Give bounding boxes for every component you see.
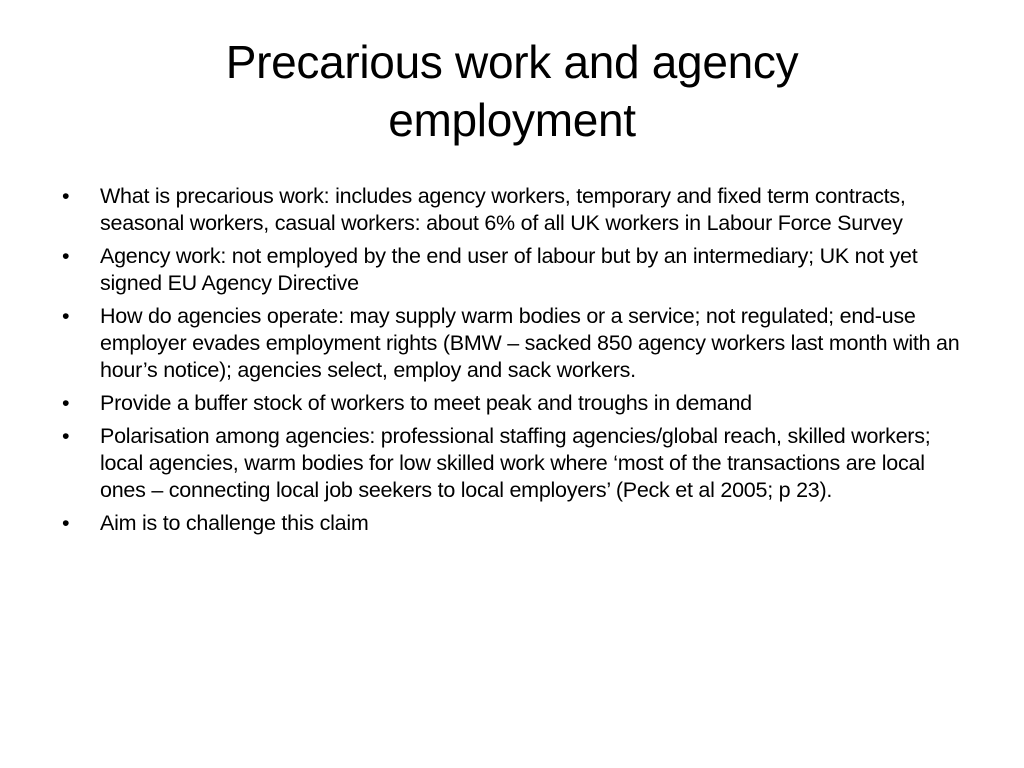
bullet-text: Agency work: not employed by the end user of labour but by an intermediary; UK not yet signed EU Agency Directive — [100, 244, 918, 295]
bullet-marker: • — [62, 391, 70, 415]
bullet-item — [62, 243, 962, 297]
bullet-marker: • — [62, 184, 70, 208]
bullet-item — [62, 423, 962, 504]
bullet-marker: • — [62, 244, 70, 268]
bullet-marker: • — [62, 511, 70, 535]
bullet-item — [62, 510, 962, 537]
bullet-marker: • — [62, 304, 70, 328]
bullet-text: Provide a buffer stock of workers to meet peak and troughs in demand — [100, 391, 752, 415]
bullet-item — [62, 390, 962, 417]
bullet-item — [62, 303, 962, 384]
bullet-text: Aim is to challenge this claim — [100, 511, 369, 535]
bullet-marker: • — [62, 424, 70, 448]
bullet-text: What is precarious work: includes agency workers, temporary and fixed term contracts, seasonal workers, casual workers: about 6% of all UK workers in Labour Force Survey — [100, 184, 906, 235]
bullet-list — [62, 183, 962, 543]
bullet-text: Polarisation among agencies: professional staffing agencies/global reach, skilled workers; local agencies, warm bodies for low skilled work where ‘most of the transactions are local ones – connecting local job seekers to local employers’ (Peck et al 2005; p 23). — [100, 424, 931, 502]
bullet-item — [62, 183, 962, 237]
bullet-text: How do agencies operate: may supply warm bodies or a service; not regulated; end-use employer evades employment rights (BMW – sacked 850 agency workers last month with an hour’s notice); agencies select, employ and sack workers. — [100, 304, 960, 382]
slide-title: Precarious work and agency employment — [225, 36, 799, 146]
